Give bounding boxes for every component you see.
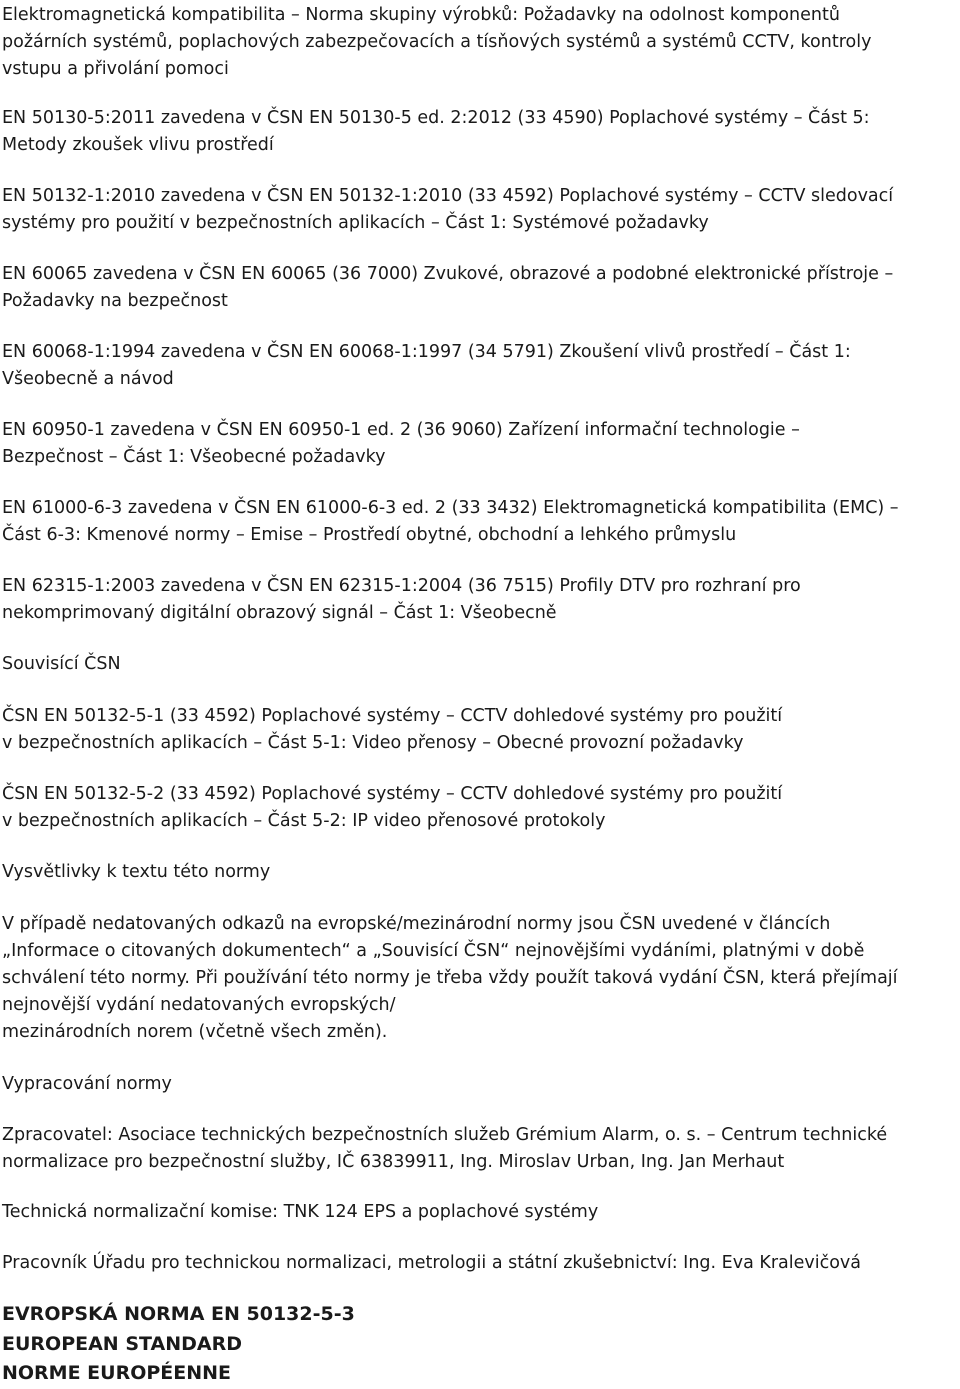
standard-heading-en: EUROPEAN STANDARD xyxy=(2,1332,242,1355)
text-line: ČSN EN 50132-5-2 (33 4592) Poplachové systémy – CCTV dohledové systémy pro použití xyxy=(2,784,783,804)
section-title: Souvisící ČSN xyxy=(2,654,121,674)
text-line: normalizace pro bezpečnostní služby, IČ 63839911, Ing. Miroslav Urban, Ing. Jan Merhaut xyxy=(2,1152,785,1172)
section-title: Vysvětlivky k textu této normy xyxy=(2,862,271,882)
text-line: vstupu a přivolání pomoci xyxy=(2,59,229,79)
text-line: mezinárodních norem (včetně všech změn). xyxy=(2,1022,388,1042)
prepared-by xyxy=(2,1122,887,1176)
office-officer xyxy=(2,1250,861,1277)
text-line: v bezpečnostních aplikacích – Část 5-2: IP video přenosové protokoly xyxy=(2,811,606,831)
text-line: Elektromagnetická kompatibilita – Norma skupiny výrobků: Požadavky na odolnost komponentů xyxy=(2,5,840,25)
ref-csn-en-50132-5-1 xyxy=(2,703,782,757)
text-line: Technická normalizační komise: TNK 124 EPS a poplachové systémy xyxy=(2,1202,599,1222)
text-line: EN 62315-1:2003 zavedena v ČSN EN 62315-1:2004 (36 7515) Profily DTV pro rozhraní pro xyxy=(2,576,801,596)
ref-en-60068-1 xyxy=(2,339,851,393)
standard-heading-fr: NORME EUROPÉENNE xyxy=(2,1362,232,1384)
ref-en-50130-5 xyxy=(2,105,870,159)
text-line: Zpracovatel: Asociace technických bezpečnostních služeb Grémium Alarm, o. s. – Centrum technické xyxy=(2,1125,888,1145)
text-line: nejnovější vydání nedatovaných evropských/ xyxy=(2,995,396,1015)
ref-en-60950-1 xyxy=(2,417,800,471)
text-line: EN 61000-6-3 zavedena v ČSN EN 61000-6-3 ed. 2 (33 3432) Elektromagnetická kompatibilita (EMC) – xyxy=(2,498,899,518)
ref-en-60065 xyxy=(2,261,893,315)
ref-en-61000-6-3 xyxy=(2,495,899,549)
text-line: „Informace o citovaných dokumentech“ a „Souvisící ČSN“ nejnovějšími vydáními, platnými v době xyxy=(2,941,865,961)
section-preparation xyxy=(2,1071,172,1098)
text-line: v bezpečnostních aplikacích – Část 5-1: Video přenosy – Obecné provozní požadavky xyxy=(2,733,744,753)
text-line: schválení této normy. Při používání této normy je třeba vždy použít taková vydání ČSN, která přejímají xyxy=(2,968,898,988)
text-line: Všeobecně a návod xyxy=(2,369,174,389)
technical-committee xyxy=(2,1199,598,1226)
standard-heading-cz: EVROPSKÁ NORMA EN 50132-5-3 xyxy=(2,1303,355,1325)
text-line: Bezpečnost – Část 1: Všeobecné požadavky xyxy=(2,447,386,467)
text-line: systémy pro použití v bezpečnostních aplikacích – Část 1: Systémové požadavky xyxy=(2,213,709,233)
section-related-csn xyxy=(2,651,121,678)
text-line: ČSN EN 50132-5-1 (33 4592) Poplachové systémy – CCTV dohledové systémy pro použití xyxy=(2,706,783,726)
text-line: EN 50130-5:2011 zavedena v ČSN EN 50130-5 ed. 2:2012 (33 4590) Poplachové systémy – Část 5: xyxy=(2,108,870,128)
text-line: Metody zkoušek vlivu prostředí xyxy=(2,135,274,155)
explanatory-paragraph xyxy=(2,911,898,1046)
ref-en-62315-1 xyxy=(2,573,801,627)
text-line: nekomprimovaný digitální obrazový signál – Část 1: Všeobecně xyxy=(2,603,557,623)
text-line: EN 60950-1 zavedena v ČSN EN 60950-1 ed. 2 (36 9060) Zařízení informační technologie – xyxy=(2,420,800,440)
text-line: Požadavky na bezpečnost xyxy=(2,291,228,311)
intro-paragraph xyxy=(2,2,871,83)
ref-en-50132-1 xyxy=(2,183,893,237)
text-line: V případě nedatovaných odkazů na evropské/mezinárodní normy jsou ČSN uvedené v článcích xyxy=(2,914,831,934)
section-title: Vypracování normy xyxy=(2,1074,172,1094)
text-line: Část 6-3: Kmenové normy – Emise – Prostředí obytné, obchodní a lehkého průmyslu xyxy=(2,525,737,545)
text-line: EN 60065 zavedena v ČSN EN 60065 (36 7000) Zvukové, obrazové a podobné elektronické přístroje – xyxy=(2,264,894,284)
text-line: EN 50132-1:2010 zavedena v ČSN EN 50132-1:2010 (33 4592) Poplachové systémy – CCTV sledovací xyxy=(2,186,894,206)
text-line: Pracovník Úřadu pro technickou normalizaci, metrologii a státní zkušebnictví: Ing. Eva Kralevičová xyxy=(2,1253,862,1273)
ref-csn-en-50132-5-2 xyxy=(2,781,782,835)
standard-heading xyxy=(2,1300,355,1389)
section-explanatory-notes xyxy=(2,859,270,886)
text-line: požárních systémů, poplachových zabezpečovacích a tísňových systémů a systémů CCTV, kontroly xyxy=(2,32,872,52)
text-line: EN 60068-1:1994 zavedena v ČSN EN 60068-1:1997 (34 5791) Zkoušení vlivů prostředí – Část 1: xyxy=(2,342,851,362)
